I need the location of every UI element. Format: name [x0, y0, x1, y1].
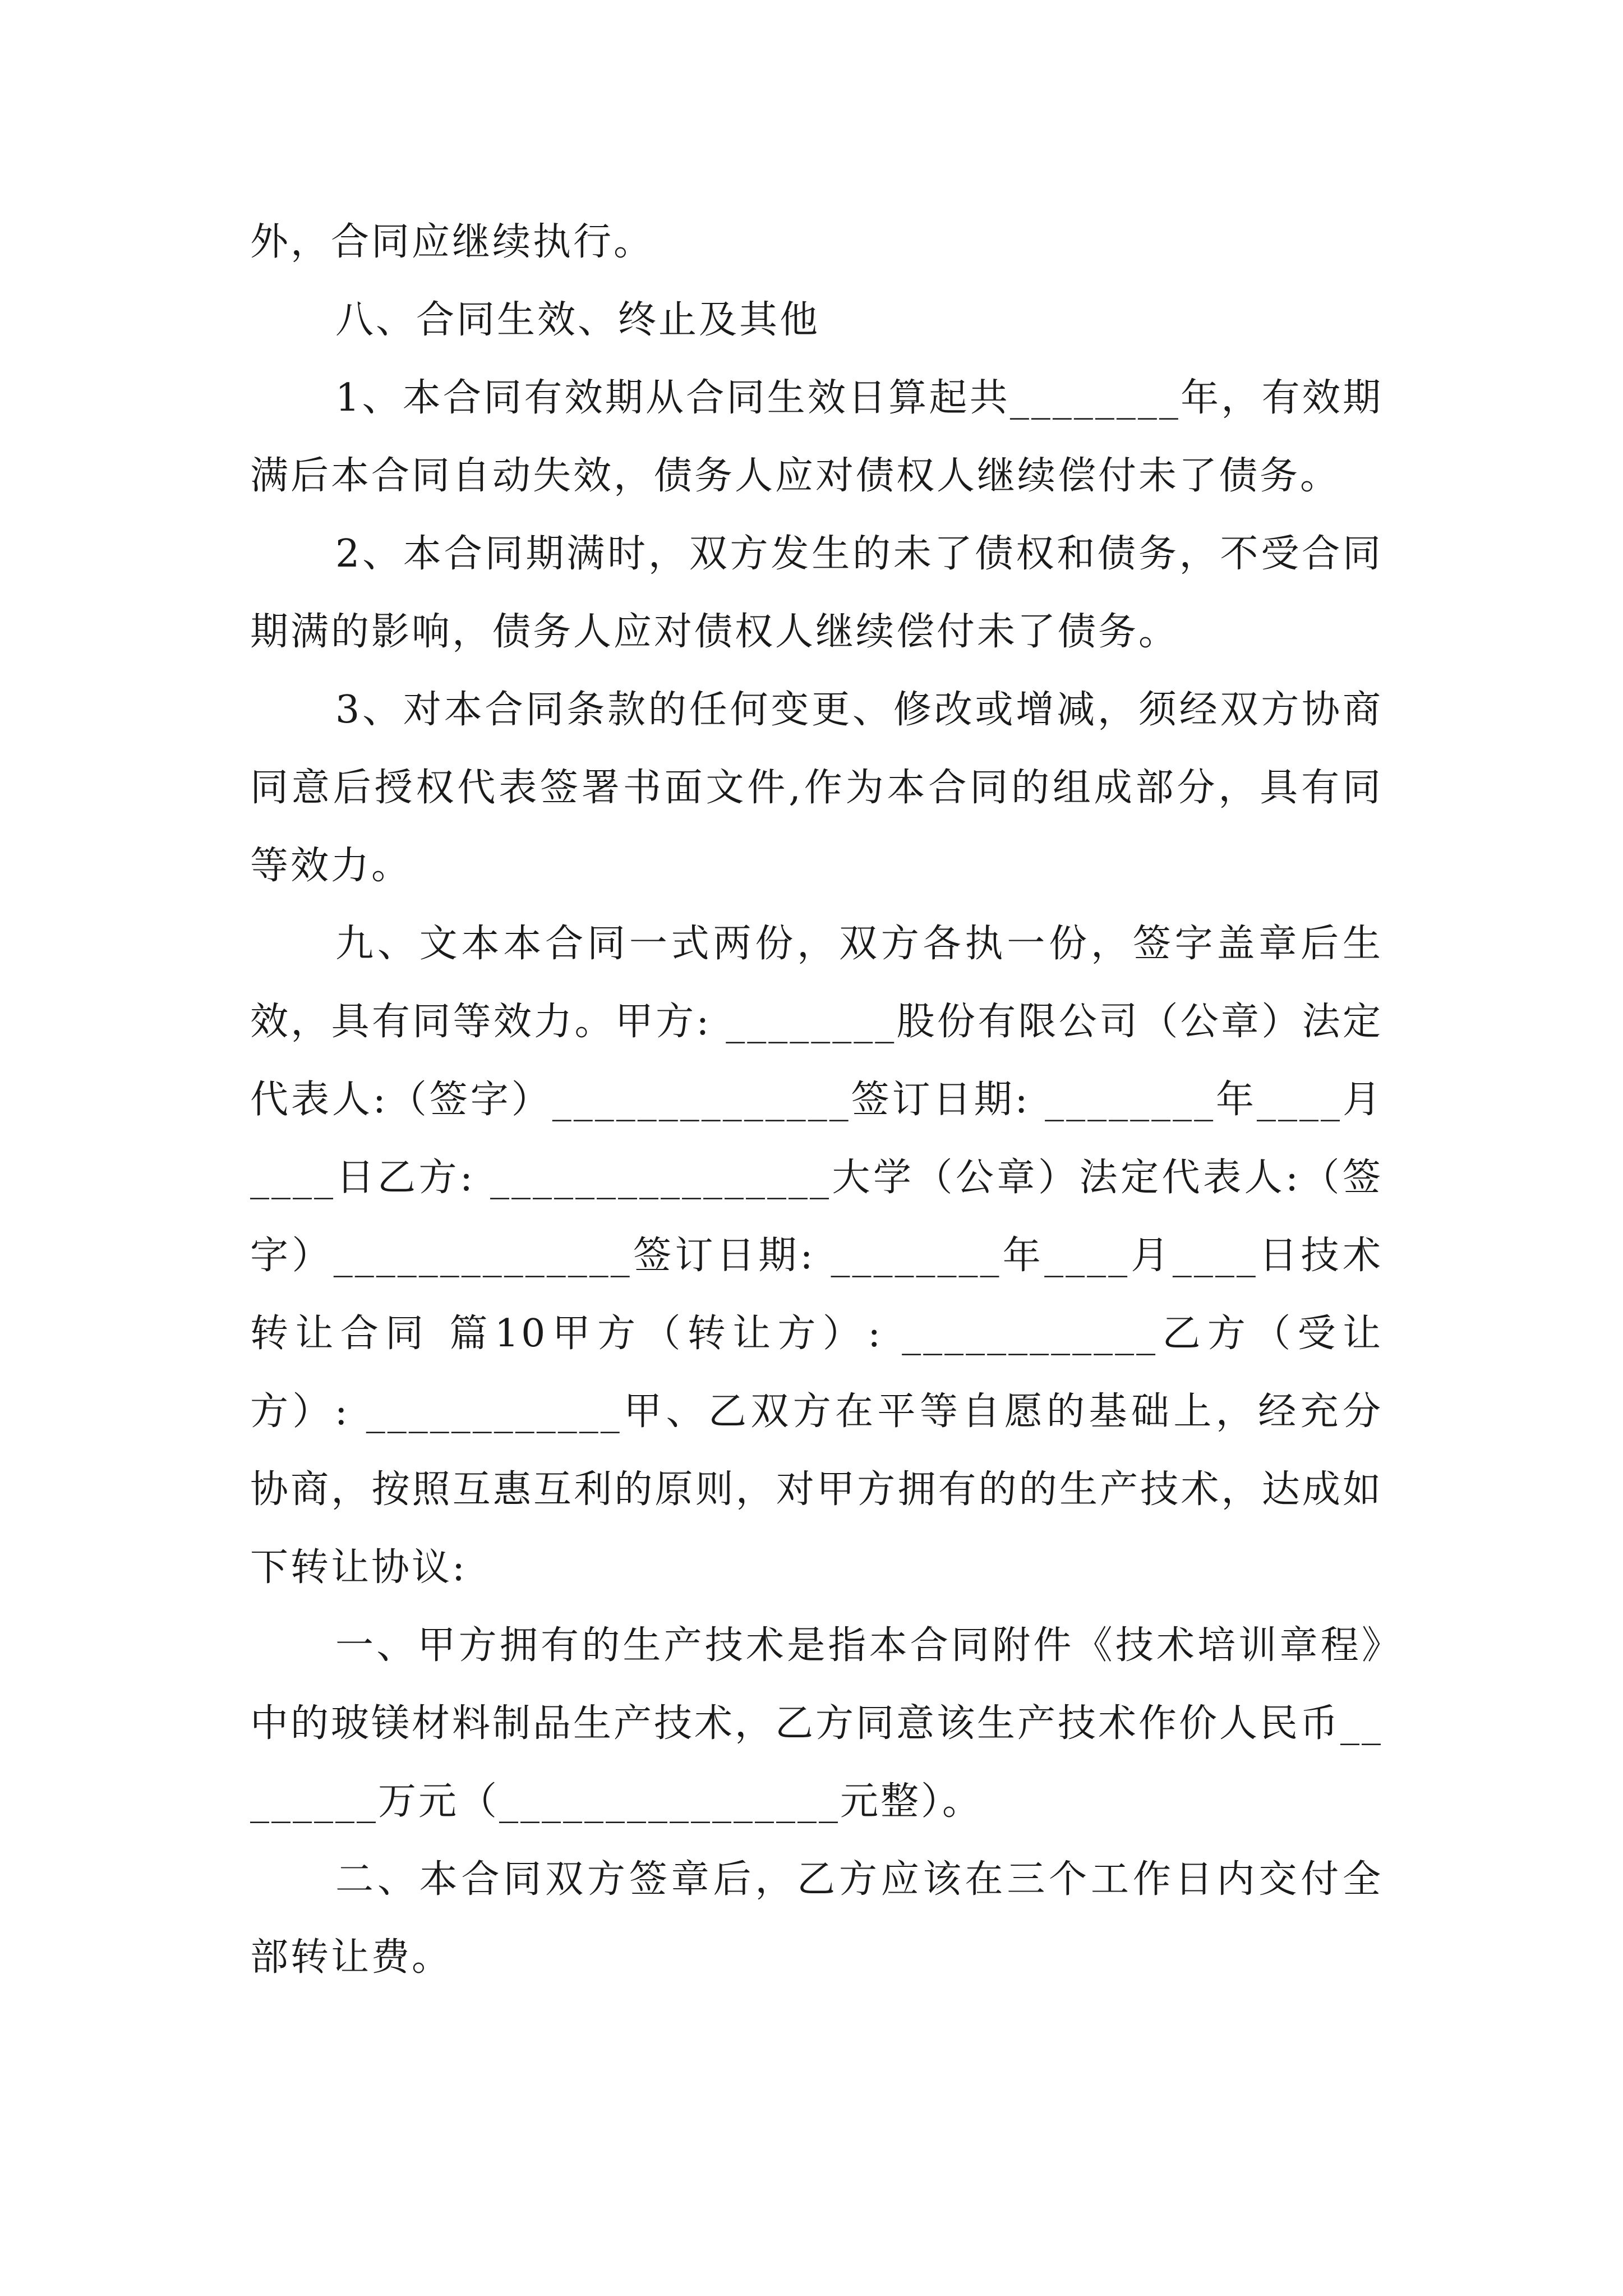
clause-8-2: 2、本合同期满时，双方发生的未了债权和债务，不受合同期满的影响，债务人应对债权人继续偿付未了债务。: [250, 532, 1383, 654]
clause-8-3: 3、对本合同条款的任何变更、修改或增减，须经双方协商同意后授权代表签署书面文件,作为本合同的组成部分，具有同等效力。: [250, 688, 1383, 888]
document-body: [250, 203, 1383, 1996]
section-heading-8: 八、合同生效、终止及其他: [335, 298, 820, 342]
section-9-signature-block: 九、文本本合同一式两份，双方各执一份，签字盖章后生效，具有同等效力。甲方: ________股份有限公司（公章）法定代表人:（签字）______________签订日期: ________年____月____日乙方: ________________大学（公章）法定代表人:（签字）______________签订日期: ________年____月____日技术转让合同 篇10甲方（转让方）: ____________乙方（受让方）: ____________甲、乙双方在平等自愿的基础上，经充分协商，按照互惠互利的原则，对甲方拥有的的生产技术，达成如下转让协议:: [250, 922, 1383, 1590]
clause-1-technology-price: 一、甲方拥有的生产技术是指本合同附件《技术培训章程》中的玻镁材料制品生产技术，乙方同意该生产技术作价人民币________万元（________________元整）。: [250, 1623, 1384, 1824]
clause-2-payment: 二、本合同双方签章后，乙方应该在三个工作日内交付全部转让费。: [250, 1857, 1383, 1980]
paragraph-continuation: 外，合同应继续执行。: [250, 220, 654, 264]
clause-8-1: 1、本合同有效期从合同生效日算起共________年，有效期满后本合同自动失效，债务人应对债权人继续偿付未了债务。: [250, 376, 1383, 498]
